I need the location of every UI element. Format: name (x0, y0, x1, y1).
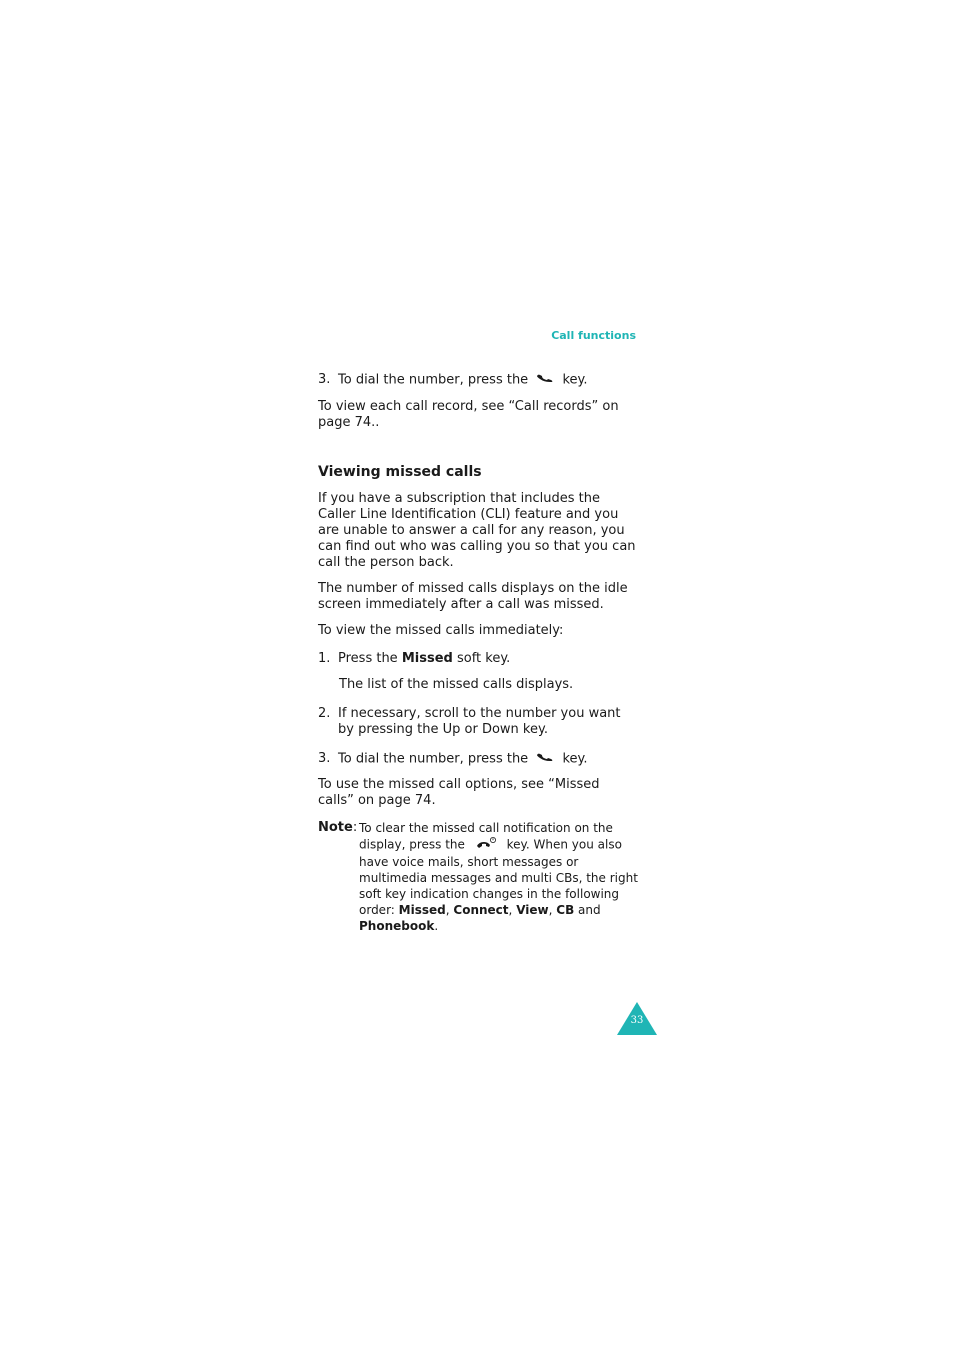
step-text: Press the (338, 650, 398, 666)
step-text: To dial the number, press the (338, 751, 529, 766)
step-text: To dial the number, press the (338, 372, 529, 388)
softkey-phonebook: Phonebook (359, 919, 435, 933)
step-result: The list of the missed calls displays. (339, 676, 574, 692)
softkey-connect: Connect (453, 903, 509, 917)
step-number: 3. (318, 750, 331, 766)
view-missed-paragraph: To view the missed calls immediately: (318, 622, 564, 638)
end-key-icon (475, 836, 497, 854)
missed-softkey-label: Missed (401, 650, 453, 666)
section-heading: Viewing missed calls (318, 463, 482, 480)
step-text-end: key. (562, 751, 588, 766)
step-number: 3. (318, 372, 331, 387)
step-number: 2. (318, 705, 331, 721)
send-key-icon (536, 751, 554, 767)
step-press-missed (318, 651, 638, 667)
note-block (318, 820, 638, 934)
softkey-view: View (516, 903, 549, 917)
note-text: To clear the missed call notification on the display, press the (359, 821, 613, 852)
missed-calls-reference: To use the missed call options, see “Missed calls” on page 74. (318, 777, 600, 808)
step-dial (318, 751, 638, 768)
call-records-reference: To view each call record, see “Call records” on page 74.. (318, 398, 619, 430)
missed-count-paragraph: The number of missed calls displays on the idle screen immediately after a call was missed. (318, 580, 628, 612)
step-text: If necessary, scroll to the number you want by pressing the Up or Down key. (338, 705, 621, 737)
step-scroll (318, 706, 638, 738)
page-number-badge (617, 1002, 657, 1035)
step-text-end: soft key. (456, 650, 511, 666)
note-text-cont: key. When you also have voice mails, short messages or multimedia messages and multi CBs, the right soft key indication changes in the following order: (359, 837, 638, 917)
note-body: To clear the missed call notification on the display, press the key. When you also have voice mails, short messages or multimedia messages and multi CBs, the right soft key indication changes in the following order: Missed, Connect, View, CB and Phonebook. (359, 821, 638, 933)
running-header: Call functions (551, 329, 636, 342)
step-number: 1. (318, 650, 331, 666)
note-and: and (578, 903, 601, 917)
intro-paragraph: If you have a subscription that includes the Caller Line Identification (CLI) feature and you are unable to answer a call for any reason, you can find out who was calling you so that you can call the person back. (318, 490, 636, 570)
page-content (318, 372, 638, 934)
softkey-cb: CB (556, 903, 575, 917)
send-key-icon (536, 372, 554, 388)
step-dial-top (318, 372, 638, 389)
softkey-missed: Missed (398, 903, 446, 917)
page-number: 33 (630, 1015, 644, 1026)
step-text-end: key. (562, 372, 588, 388)
note-label: Note: (318, 820, 358, 835)
